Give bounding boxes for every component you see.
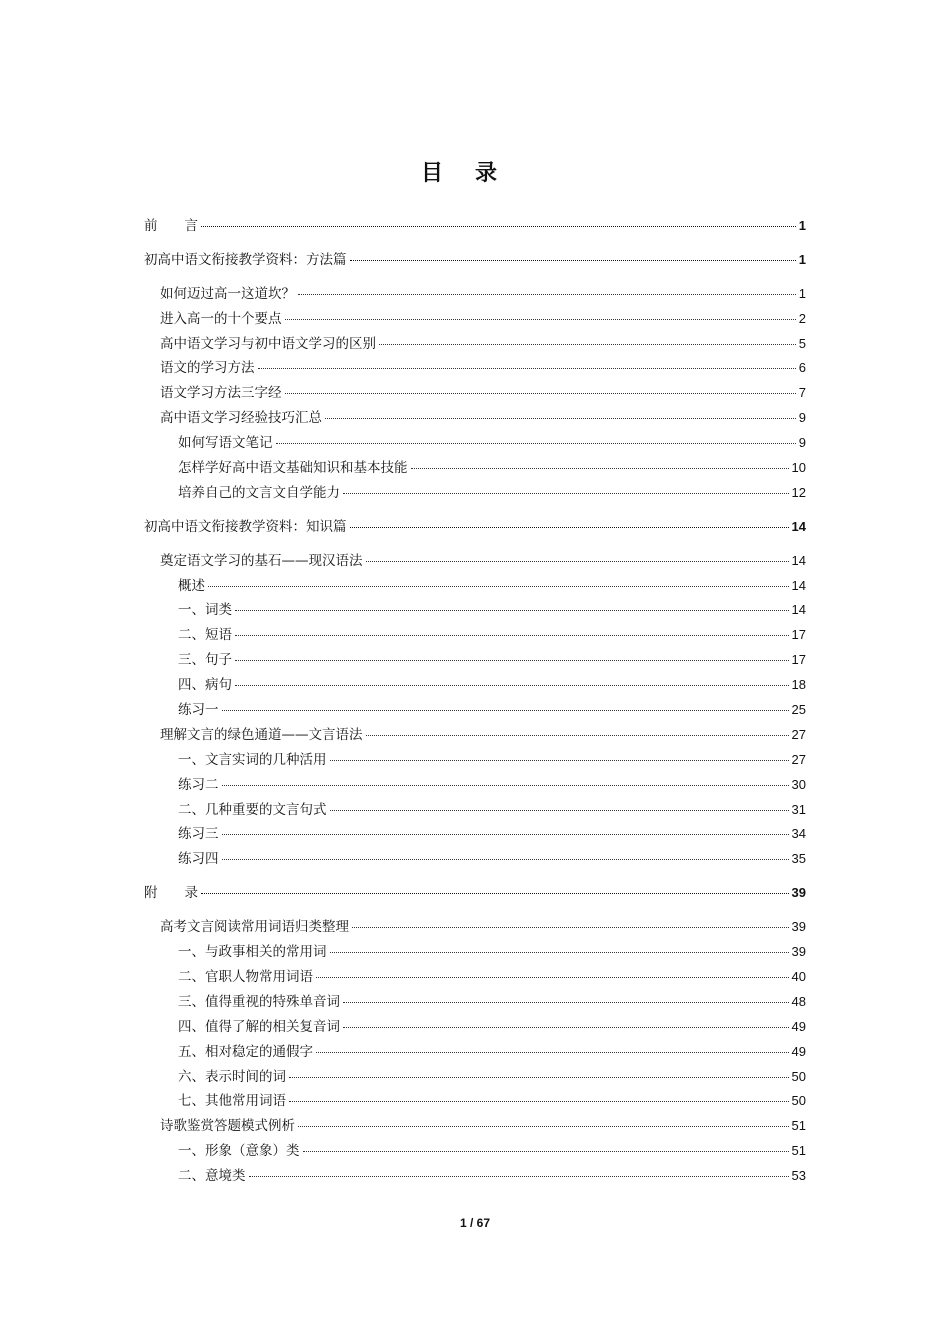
toc-entry-page: 34 [791,826,806,842]
toc-gap [144,872,806,881]
toc-entry-page: 14 [791,577,806,593]
toc-entry[interactable] [144,1089,806,1114]
toc-entry-label: 练习四 [178,851,219,868]
toc-entry-label: 五、相对稳定的通假字 [178,1043,313,1060]
dot-leader [276,443,796,444]
toc-entry-page: 50 [791,1068,806,1084]
dot-leader [350,527,789,528]
dot-leader [330,952,789,953]
toc-entry-label: 四、病句 [178,677,232,694]
toc-entry[interactable] [144,1139,806,1164]
toc-entry[interactable] [144,1015,806,1040]
toc-entry-label: 七、其他常用词语 [178,1093,286,1110]
toc-entry[interactable] [144,307,806,332]
toc-entry-label: 一、文言实词的几种活用 [178,751,327,768]
toc-entry-label: 高考文言阅读常用词语归类整理 [160,919,349,936]
toc-entry-label: 练习三 [178,826,219,843]
dot-leader [201,893,789,894]
toc-entry-page: 40 [791,968,806,984]
toc-gap [144,540,806,549]
dot-leader [222,785,789,786]
toc-entry[interactable] [144,1065,806,1090]
dot-leader [325,418,796,419]
dot-leader [235,685,789,686]
dot-leader [352,927,789,928]
toc-entry-page: 49 [791,1018,806,1034]
toc-entry-page: 17 [791,627,806,643]
toc-entry-label: 概述 [178,577,205,594]
dot-leader [289,1077,789,1078]
dot-leader [303,1151,789,1152]
toc-entry[interactable] [144,214,806,239]
toc-entry-label: 三、值得重视的特殊单音词 [178,993,340,1010]
toc-entry-page: 6 [798,360,806,376]
dot-leader [366,735,789,736]
toc-entry[interactable] [144,965,806,990]
toc-entry-page: 9 [798,410,806,426]
toc-entry-label: 一、与政事相关的常用词 [178,944,327,961]
toc-entry[interactable] [144,481,806,506]
toc-entry[interactable] [144,990,806,1015]
toc-entry[interactable] [144,356,806,381]
dot-leader [222,834,789,835]
toc-gap [144,273,806,282]
dot-leader [350,260,796,261]
toc-entry-page: 14 [791,602,806,618]
toc-entry-label: 二、几种重要的文言句式 [178,801,327,818]
toc-entry[interactable] [144,598,806,623]
toc-entry-page: 27 [791,726,806,742]
toc-entry[interactable] [144,574,806,599]
dot-leader [249,1176,789,1177]
toc-entry-label: 一、词类 [178,602,232,619]
toc-entry-page: 49 [791,1043,806,1059]
toc-gap [144,506,806,515]
toc-entry[interactable] [144,406,806,431]
toc-entry-label: 六、表示时间的词 [178,1068,286,1085]
toc-entry-label: 高中语文学习与初中语文学习的区别 [160,335,376,352]
toc-entry[interactable] [144,549,806,574]
dot-leader [298,294,796,295]
toc-entry-page: 53 [791,1168,806,1184]
toc-entry-page: 2 [798,310,806,326]
toc-entry-page: 18 [791,677,806,693]
toc-entry[interactable] [144,847,806,872]
toc-entry-label: 二、官职人物常用词语 [178,968,313,985]
toc-entry[interactable] [144,881,806,906]
toc-entry[interactable] [144,915,806,940]
toc-entry-label: 初高中语文衔接教学资料：方法篇 [144,251,347,268]
toc-entry-page: 7 [798,385,806,401]
toc-entry[interactable] [144,381,806,406]
toc-entry[interactable] [144,748,806,773]
toc-entry-label: 如何迈过高一这道坎？ [160,285,295,302]
toc-entry[interactable] [144,1040,806,1065]
toc-entry-page: 5 [798,335,806,351]
toc-entry-label: 练习一 [178,702,219,719]
toc-gap [144,239,806,248]
toc-entry[interactable] [144,673,806,698]
toc-gap [144,906,806,915]
toc-entry-page: 31 [791,801,806,817]
toc-entry[interactable] [144,798,806,823]
toc-entry[interactable] [144,822,806,847]
toc-entry-label: 奠定语文学习的基石——现汉语法 [160,552,363,569]
toc-entry[interactable] [144,332,806,357]
dot-leader [285,393,796,394]
dot-leader [235,660,789,661]
toc-entry-label: 四、值得了解的相关复音词 [178,1018,340,1035]
toc-entry-page: 51 [791,1143,806,1159]
toc-entry-page: 39 [791,944,806,960]
toc-entry-page: 51 [791,1118,806,1134]
toc-entry-label: 诗歌鉴赏答题模式例析 [160,1118,295,1135]
toc-entry[interactable] [144,1114,806,1139]
toc-entry-label: 高中语文学习经验技巧汇总 [160,410,322,427]
toc-entry[interactable] [144,431,806,456]
toc-entry-label: 进入高一的十个要点 [160,310,282,327]
toc-entry-page: 50 [791,1093,806,1109]
dot-leader [285,319,796,320]
toc-entry-page: 39 [791,885,806,901]
toc-entry-page: 27 [791,751,806,767]
toc-entry-page: 17 [791,652,806,668]
toc-entry[interactable] [144,456,806,481]
toc-entry-label: 如何写语文笔记 [178,435,273,452]
toc-entry-label: 二、短语 [178,627,232,644]
toc-entry-label: 语文的学习方法 [160,360,255,377]
toc-entry-label: 理解文言的绿色通道——文言语法 [160,726,363,743]
toc-entry-label: 前 言 [144,218,198,234]
toc-entry-page: 35 [791,851,806,867]
dot-leader [343,1027,789,1028]
dot-leader [222,710,789,711]
dot-leader [235,635,789,636]
toc-entry[interactable] [144,648,806,673]
toc-entry[interactable] [144,723,806,748]
toc-entry-label: 语文学习方法三字经 [160,385,282,402]
toc-entry-page: 9 [798,435,806,451]
toc-entry-label: 二、意境类 [178,1168,246,1185]
toc-entry-page: 1 [798,285,806,301]
toc-entry[interactable] [144,515,806,540]
toc-entry-label: 一、形象（意象）类 [178,1143,300,1160]
toc-entry-label: 培养自己的文言文自学能力 [178,484,340,501]
page-title: 目录 [420,161,529,186]
toc-entry-label: 初高中语文衔接教学资料：知识篇 [144,518,347,535]
dot-leader [298,1126,789,1127]
toc-entry[interactable] [144,1164,806,1189]
toc-entry-label: 练习二 [178,776,219,793]
toc-entry[interactable] [144,940,806,965]
toc-entry[interactable] [144,248,806,273]
dot-leader [289,1101,789,1102]
toc-entry[interactable] [144,623,806,648]
dot-leader [343,493,789,494]
dot-leader [411,468,789,469]
dot-leader [258,368,796,369]
dot-leader [222,859,789,860]
toc-entry[interactable] [144,282,806,307]
toc-entry-page: 48 [791,993,806,1009]
toc-entry-page: 30 [791,776,806,792]
toc-entry-page: 10 [791,460,806,476]
dot-leader [316,977,789,978]
toc-entry-page: 1 [798,218,806,233]
dot-leader [330,760,789,761]
dot-leader [316,1052,789,1053]
toc-entry-page: 14 [791,518,806,534]
page-number: 1 / 67 [459,1216,491,1230]
table-of-contents [144,214,806,1189]
toc-entry-page: 39 [791,919,806,935]
dot-leader [201,226,796,227]
toc-entry[interactable] [144,698,806,723]
toc-entry[interactable] [144,773,806,798]
toc-entry-page: 12 [791,484,806,500]
dot-leader [235,610,789,611]
dot-leader [343,1002,789,1003]
toc-entry-label: 三、句子 [178,652,232,669]
toc-entry-page: 14 [791,552,806,568]
dot-leader [330,810,789,811]
toc-entry-label: 怎样学好高中语文基础知识和基本技能 [178,460,408,477]
dot-leader [208,586,789,587]
toc-entry-page: 1 [798,251,806,267]
toc-entry-page: 25 [791,702,806,718]
toc-entry-label: 附 录 [144,885,198,902]
dot-leader [366,561,789,562]
dot-leader [379,344,796,345]
